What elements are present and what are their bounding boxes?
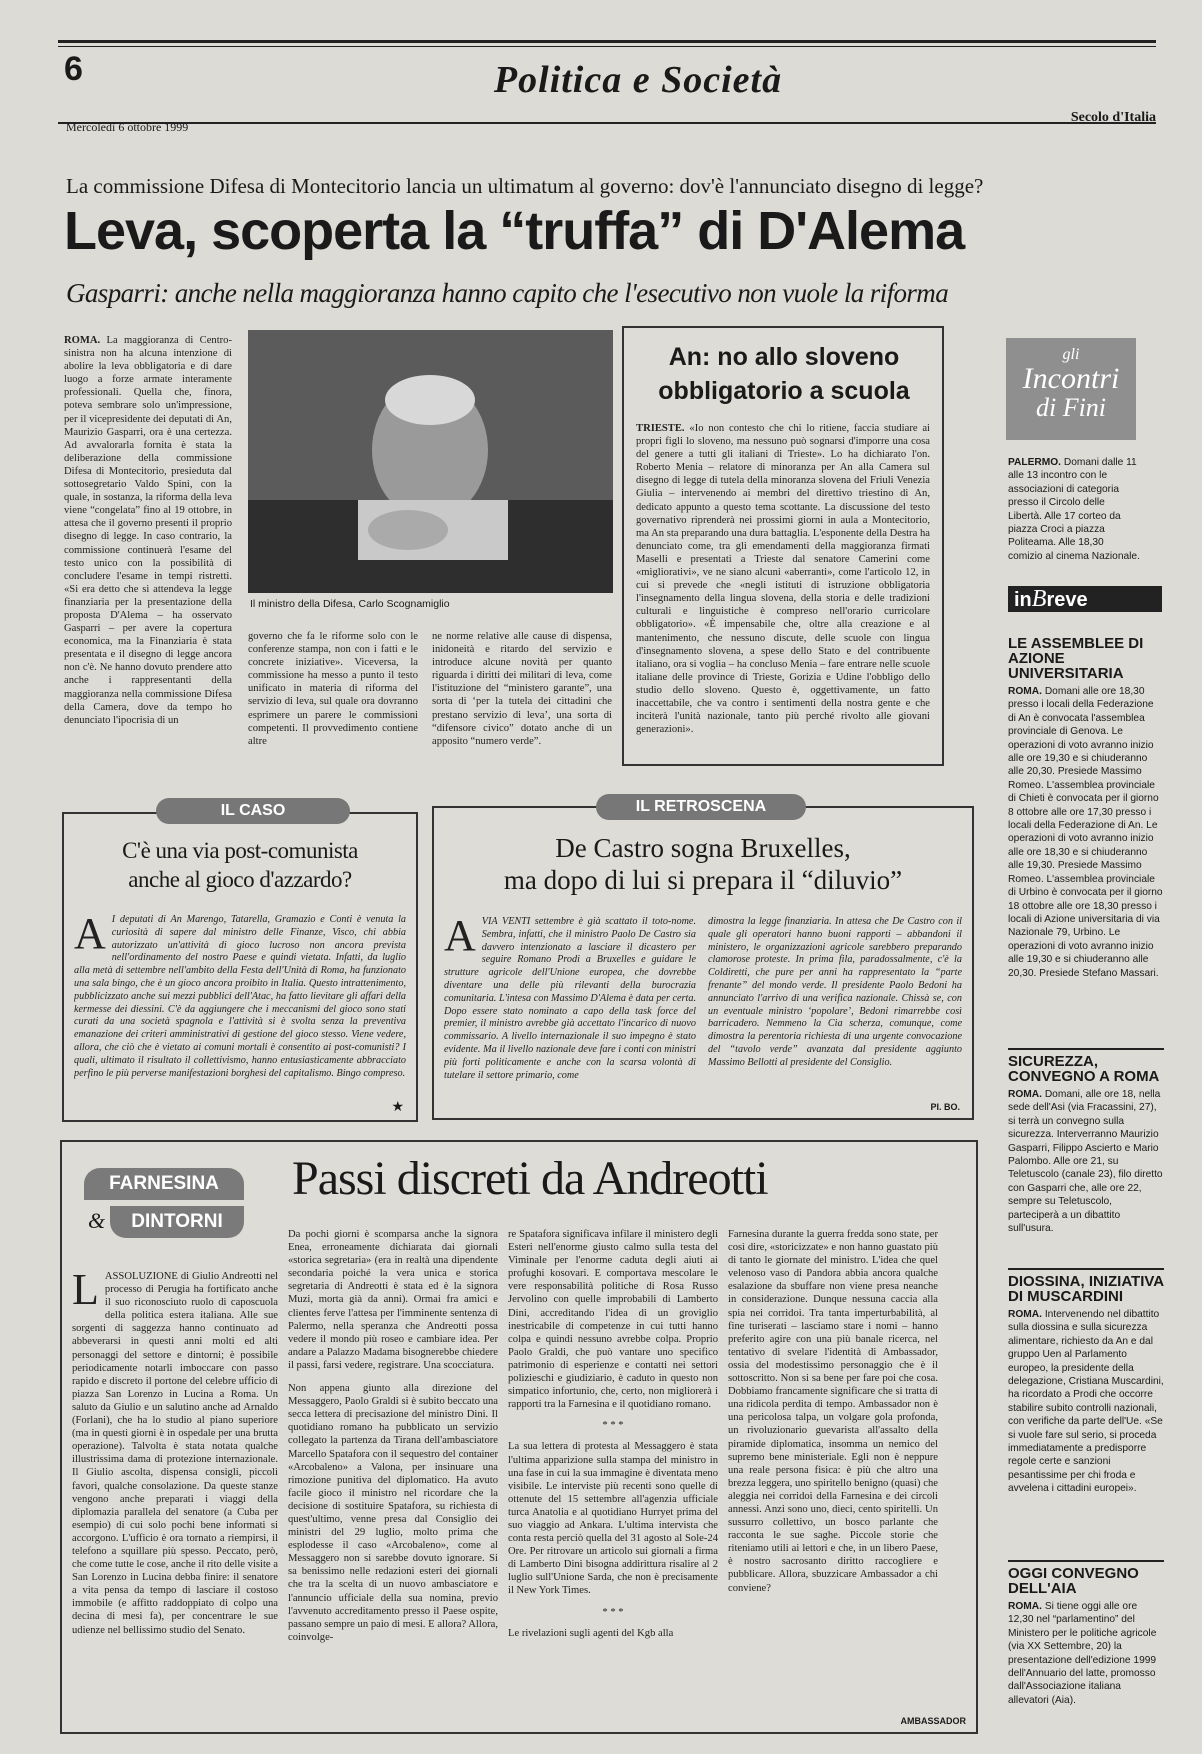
farnesina-logo-amp: &	[88, 1208, 106, 1233]
retroscena-label: IL RETROSCENA	[596, 794, 806, 820]
sloveno-box	[622, 326, 944, 766]
brief-item	[1008, 636, 1164, 1036]
inbreve-logo	[1008, 586, 1162, 612]
brief-title: LE ASSEMBLEE DI AZIONE UNIVERSITARIA	[1008, 636, 1144, 682]
retroscena-signature: PI. BO.	[930, 1102, 960, 1112]
brief-dateline: ROMA.	[1008, 1089, 1042, 1100]
brief-item	[1008, 1048, 1164, 1270]
brief-rule	[1008, 1560, 1164, 1562]
brief-title: OGGI CONVEGNO DELL'AIA	[1008, 1565, 1139, 1597]
retroscena-col-left	[444, 916, 696, 1112]
farnesina-dropcap: L	[72, 1270, 99, 1314]
lead-column-3: ne norme relative alle cause di dispensa, inidoneità e ritardo del servizio e introduce alcune novità per quanto riguarda i diritti dei militari di leva, come l'istituzione del “ministero garante”, una sorta di ‘per la tutela dei cittadini che prestano servizio di leva’, una sorta di “difensore civico” dotato anche di un apposito “numero verde”.	[432, 631, 612, 747]
lead-photo	[248, 330, 613, 593]
header-bottom-rule	[58, 122, 1156, 124]
brief-body: Domani, alle ore 18, nella sede dell'Asi (via Fracassini, 27), si terrà un convegno sulla sicurezza. Interverranno Maurizio Gasparri, Filippo Ascierto e Mario Palombo. Alle ore 21, su Teletuscolo (canale 23), filo diretto con Gasparri che, alle ore 22, sempre su Teletuscolo, parteciperà a un dibattito sull'usura.	[1008, 1089, 1163, 1235]
farnesina-col3b: La sua lettera di protesta al Messaggero è stata l'ultima apparizione sulla stampa del ministro in una fase in cui la sua immagine è diventata meno visibile. Le interviste più recenti sono quelle di ottenute del 15 settembre all'agenzia ufficiale turca Anatolia e al quotidiano Hurryet prima del suo viaggio ad Ankara. L'ultima intervista che conta resta perciò quella del 31 agosto al Sole-24 Ore. Per ritrovare un articolo sui giornali a firma di Lamberto Dini bisogna addirittura risalire al 2 luglio sull'Unione Sarda, che non è precisamente il New York Times.	[508, 1441, 718, 1597]
sloveno-dateline: TRIESTE.	[636, 423, 685, 434]
incontri-line2: Incontri	[1022, 362, 1120, 395]
header-top-rule	[58, 40, 1156, 43]
sloveno-text: «Io non contesto che chi lo ritiene, faccia studiare ai propri figli lo sloveno, ma nessuno può sognarsi d'imporre una cosa del genere a tutti gli italiani di Trieste». Lo ha dichiarato l'on. Roberto Menia – relatore di minoranza per An alla Camera sul disegno di legge di tutela della minoranza slovena del Friuli Venezia Giulia – intervenendo ai membri del direttivo triestino di An, dedicato appunto a questo tema scottante. La discussione del testo governativo riprenderà nei prossimi giorni in aula a Montecitorio, ma An sta preparando una dura battaglia. L'esponente della Destra ha denunciato come, tra gli emendamenti della maggioranza firmati Maselli e presentati a Trieste dal senatore Camerini come «migliorativi», ve ne siano alcuni «aberranti», come l'articolo 12, in cui si prevede che «negli istituti di istruzione obbligatoria l'insegnamento della lingua slovena, della storia e delle tradizioni culturali e linguistiche è compreso nell'orario curricolare obbligatorio». «È impensabile che, oltre alla creazione e al mantenimento, che nessuno discute, delle scuole con lingua d'insegnamento slovena, a spese dello Stato e del contribuente italiano, ora si voglia – ha concluso Menia – fare entrare nelle scuole italiane delle province di Trieste, Gorizia e Udine l'obbligo dello studio dello sloveno. Questo è, oggettivamente, un fatto inaccettabile, che va contro i sentimenti della nostra gente e che inciterà l'unità nazionale, tanto più perché rivolto alle giovani generazioni».	[636, 423, 930, 736]
farnesina-col4	[728, 1228, 938, 1708]
farnesina-sep: * * *	[602, 1420, 624, 1432]
farnesina-col3c: Le rivelazioni sugli agenti del Kgb alla	[508, 1627, 674, 1639]
caso-label: IL CASO	[156, 798, 350, 824]
brief-title: SICUREZZA, CONVEGNO A ROMA	[1008, 1053, 1160, 1085]
lead-column-1	[64, 334, 232, 764]
brief-body: Si tiene oggi alle ore 12,30 nel “parlamentino” del Ministero per le politiche agricole (via XX Settembre, 20) la presentazione dell'edizione 1999 dell'Annuario del latte, promosso dall'Associazione italiana allevatori (Aia).	[1008, 1601, 1157, 1706]
farnesina-sep: * * *	[602, 1606, 624, 1618]
retroscena-col-right: dimostra la legge finanziaria. In attesa che De Castro con il quale gli operatori hanno buoni rapporti – abbandoni il ministero, le organizzazioni agricole sarebbero preparando clamorose proteste. In prima fila, paradossalmente, c'è la Coldiretti, che pure per anni ha rappresentato la “parte frenante” del mondo verde. Il presidente Paolo Bedoni ha annunciato l'arrivo di una verifica nazionale. Chissà se, con un eventuale ministro ‘popolare’, Bedoni rimarrebbe così barricadero. Nemmeno la Cia scherza, comunque, come dimostra la perentoria richiesta di una urgente convocazione del “tavolo verde” avanzata dal presidente aggiunto Massimo Bellotti al presidente del Consiglio.	[708, 916, 962, 1068]
brief-body: Domani alle ore 18,30 presso i locali della Federazione di An è convocata l'assemblea provinciale di Genova. Le operazioni di voto avranno inizio alle ore 19,30 e si chiuderanno alle 20,30. Presiede Massimo Romeo. L'assemblea provinciale di Chieti è convocata per il giorno 8 ottobre alle ore 17,30 presso i locali della Federazione di An. Le operazioni di voto avranno inizio alle ore 18,30 e si chiuderanno alle 19,30. Presiede Massimo Romeo. L'assemblea provinciale di Urbino è convocata per il giorno 18 ottobre alle ore 18,30 presso i locali di Azione universitaria di via Nazionale 79, Urbino. Le operazioni di voto avranno inizio alle 19,30 e si chiuderanno alle 20,30. Presiede Stefano Massari.	[1008, 686, 1163, 979]
issue-date: Mercoledì 6 ottobre 1999	[66, 120, 189, 134]
newspaper-name: Secolo d'Italia	[1070, 110, 1156, 125]
caso-body	[74, 914, 406, 1094]
minister-portrait-image	[248, 330, 613, 593]
brief-dateline: ROMA.	[1008, 1309, 1042, 1320]
sloveno-body	[636, 422, 930, 758]
brief-item	[1008, 1560, 1164, 1740]
brief-rule	[1008, 1048, 1164, 1050]
farnesina-col1-text: ASSOLUZIONE di Giulio Andreotti nel processo di Perugia ha fortificato anche il suo riconosciuto ruolo di caposcuola della politica estera italiana. Alle sue sorgenti di saggezza hanno continuato ad abbeverarsi in questi anni molti ed alti personaggi del settore e dintorni; è possibile periodicamente notarli imboccare con passo rapido e discreto il portone del celebre ufficio di piazza San Lorenzo in Lucina a Roma. Un saluto da Giulio e un salutino anche ad Arnaldo (Forlani), che ha lo studio al piano superiore (ma in questi giorni è in ospedale per una brutta operazione). Talvolta è stata notata qualche illustrissima dama di protezione internazionale. Il Giulio ascolta, dispensa consigli, piccoli favori, qualche consolazione. Da queste stanze vengono anche preparati i viaggi della diplomazia parallela del senatore (a Cuba per esempio) di cui solo pochi bene informati si accorgono. L'ufficio è ora tornato a riempirsi, il telefono a squillare più spesso. Peccato, però, che come tutte le cose, anche il rito delle visite a San Lorenzo in Lucina debba finire: il senatore a vita pensa da tempo di lasciare il costoso immobile (e affitto raddoppiato di colpo una decina di mesi fa), per concentrare le sue udienze nel bellissimo studio del Senato.	[72, 1271, 278, 1636]
lead-column-2: governo che fa le riforme solo con le conferenze stampa, non con i fatti e le concrete iniziative». Viceversa, la commissione ha messo a punto il testo unificato in materia di riforma del servizio di leva, sul quale ora dovranno esprimere un parere le commissioni competenti. Il provvedimento contiene altre	[248, 631, 418, 747]
caso-dropcap: A	[74, 914, 106, 958]
farnesina-col4-text: Farnesina durante la guerra fredda sono state, per così dire, «storicizzate» e non hanno guastato più di tanto le giornate del ministro. L'idea che quel velenoso vaso di Pandora abbia ancora qualche esalazione da sbuffare non viene presa neanche in considerazione. Dunque nessuna caccia alla spia nei corridoi. Tra tanta imperturbabilità, al fine turiserati – lasciamo stare i nomi – hanno preferito agire con una più banale ricerca, nel tentativo di svelare l'identità di Ambassador, ossia del modestissimo personaggio che è il sottoscritto. Non si sa bene per fare poi che cosa. Dobbiamo francamente significare che si tratta di una ridicola perdita di tempo. Ambassador non è una pericolosa talpa, un volgare gola profonda, un rivoluzionario guevarista all'assalto della piramide diplomatica, insomma un nemico del supremo bene ministeriale. Egli non è neppure una reale persona fisica: è più che altro una brezza leggera, uno spiritello benigno (quasi) che aleggia nei corridoi della Farnesina e dei circoli annessi. Anzi sono uno, dieci, cento spiritelli. Un sussurro collettivo, un bosco parlante che racconta le sue saghe. Piccole storie che riteniamo utili ai lettori e che, in un libero Paese, è nostro sacrosanto diritto raccogliere e pubblicare. Allora, sbuzzicare Ambassador a chi conviene?	[728, 1229, 938, 1594]
farnesina-logo	[84, 1160, 244, 1256]
brief-item	[1008, 1268, 1164, 1558]
caso-box	[62, 812, 418, 1122]
lead-col1-text: La maggioranza di Centro-sinistra non ha alcuna intenzione di abolire la leva obbligatoria e di dare luogo a forze armate interamente professionali. Quella che, finora, poteva sembrare solo un'impressione, per il vicepresidente dei deputati di An, Maurizio Gasparri, ora è una certezza. Ad avvalorarla fornita è stata la deliberazione della commissione Difesa di Montecitorio, presieduta dal sottosegretario Valdo Spini, con la quale, in sostanza, la riforma della leva viene “congelata” fino al 19 ottobre, in attesa che il governo presenti il proprio disegno di legge. In caso contrario, la commissione continuerà l'esame del testo unico con la possibilità di concludere l'esame in tempi ristretti. «Si era detto che si attendeva la legge finanziaria per la presentazione della proposta D'Alema – ha osservato Gasparri – per avere la copertura economica, ma la Finanziaria è stata presentata e il disegno di legge ancora non c'è. Ne hanno dovuto prendere atto anche i rappresentanti della maggioranza nella commissione Difesa della Camera, dove da tempo ho denunciato l'ipocrisia di un	[64, 335, 232, 726]
incontri-line1: gli	[1062, 346, 1080, 363]
incontri-text	[1008, 456, 1140, 576]
page-header	[58, 34, 1156, 134]
inbreve-a: in	[1014, 589, 1032, 611]
caso-text: I deputati di An Marengo, Tatarella, Gramazio e Conti è venuta la curiosità di sapere dal ministro delle Finanze, Visco, chi abbia autorizzato un'attività di gioco lucroso non ancora prevista nell'ordinamento del nostro Paese e quindi vietata. Infatti, da luglio alla metà di settembre nell'ambito della Festa dell'Unità di Roma, ha funzionato una sala bingo, che è un gioco ancora proibito in Italia. Questo intrattenimento, pubblicizzato anche sui mezzi pubblici dell'Atac, ha fatto lievitare gli affari della kermesse dei diessini. C'è da aggiungere che i meccanismi del gioco sono stati curati da una società spagnola e l'attività si è svolta senza la preventiva emanazione dei criteri amministrativi di gestione del gioco stesso. Viene vedere, allora, che ciò che è vietato ai comuni mortali è consentito ai post-comunisti? I quali, ultimato il risultato il collettivismo, hanno entusiasticamente abbracciato perfino le più perverse manifestazioni borghesi del capitalismo. Bingo compreso.	[74, 914, 406, 1079]
photo-caption: Il ministro della Difesa, Carlo Scognamiglio	[250, 598, 450, 610]
incontri-body: Domani dalle 11 alle 13 incontro con le associazioni di categoria presso il Circolo delle Libertà. Alle 17 corteo da piazza Croci a piazza Politeama. Alle 18,30 comizio al cinema Nazionale.	[1008, 457, 1140, 562]
farnesina-col1	[72, 1270, 278, 1726]
brief-dateline: ROMA.	[1008, 1601, 1042, 1612]
farnesina-box	[60, 1140, 978, 1734]
lead-subhead: Gasparri: anche nella maggioranza hanno capito che l'esecutivo non vuole la riforma	[66, 278, 949, 308]
section-title: Politica e Società	[493, 59, 783, 101]
farnesina-title: Passi discreti da Andreotti	[292, 1152, 768, 1205]
brief-dateline: ROMA.	[1008, 686, 1042, 697]
retroscena-dropcap: A	[444, 916, 476, 960]
header-top-rule-thin	[58, 46, 1156, 47]
farnesina-logo-line1: FARNESINA	[84, 1168, 244, 1200]
farnesina-col2a: Da pochi giorni è scomparsa anche la signora Enea, erroneamente dichiarata dai giornali «storica segretaria» (era in realtà una dipendente secondaria poiché la vera unica e storica segretaria di Andreotti è stata ed è la signora Muzi, morta già da anni). Ormai fra amici e clientes ferve l'attesa per l'imminente sentenza di Palermo, nella speranza che Andreotti possa vedere il mondo più roseo e cambiare idea. Per andare a Palazzo Madama bisognerebbe chiedere il passi, farsi vedere, registrare. Una scocciatura.	[288, 1229, 498, 1371]
farnesina-signature: AMBASSADOR	[900, 1716, 966, 1726]
farnesina-col2b: Non appena giunto alla direzione del Messaggero, Paolo Graldi si è subito beccato una secca lettera di precisazione del ministro Dini. Il quotidiano romano ha pubblicato un servizio collegato la partenza da Tirana dell'ambasciatore Marcello Spatafora con il sequestro del container «Arcobaleno» a Valona, per insinuare una rimozione punitiva del diplomatico. Ha avuto facile gioco il ministro nel ricordare che la decisione di sostituire Spatafora, su richiesta di quest'ultimo, venne presa dal Consiglio dei ministri del 29 luglio, molto prima che esplodesse il caso «Arcobaleno», come al Messaggero non si sarebbe dovuto ignorare. Si sa benissimo nelle redazioni esteri dei giornali che tra la scelta di un nuovo ambasciatore e l'annuncio ufficiale della sua nomina, previo l'avvenuto accreditamento presso il Paese ospite, passano sempre un paio di mesi. E allora? Allora, coinvolge-	[288, 1383, 498, 1643]
farnesina-col2	[288, 1228, 498, 1726]
brief-body: Intervenendo nel dibattito sulla diossina e sulla sicurezza alimentare, richiesto da An e dal gruppo Uen al Parlamento europeo, la presidente della delegazione, Cristiana Muscardini, ha ricordato a Prodi che occorre stabilire subito controlli nazionali, con verifiche da parte dell'Ue. «Se si vuole fare sul serio, si proceda immediatamente a predisporre regole certe e sanzioni pesantissime per chi froda e avvelena i cittadini europei».	[1008, 1309, 1164, 1495]
sloveno-title: An: no allo sloveno obbligatorio a scuola	[658, 343, 910, 405]
incontri-line3: di Fini	[1035, 393, 1107, 422]
page-number: 6	[64, 50, 83, 88]
farnesina-col3	[508, 1228, 718, 1726]
brief-title: DIOSSINA, INIZIATIVA DI MUSCARDINI	[1008, 1273, 1164, 1305]
inbreve-b: B	[1031, 586, 1047, 612]
retroscena-box	[432, 806, 974, 1120]
lead-kicker: La commissione Difesa di Montecitorio lancia un ultimatum al governo: dov'è l'annunciato disegno di legge?	[66, 174, 984, 198]
retroscena-text-left: VIA VENTI settembre è già scattato il toto-nome. Sembra, infatti, che il ministro Paolo De Castro sia davvero intenzionato a lasciare il dicastero per seguire Romano Prodi a Bruxelles e guidare le strutture agricole dell'Unione europea, che dovrebbe diventare una delle più rilevanti della burocrazia comunitaria. L'intesa con Massimo D'Alema è data per certa. Dopo essere stato nominato a capo della task force del premier, il ministro avrebbe già accettato l'incarico di nuovo commissario. A livello internazionale il suo impegno è stato evidente. Ma il livello nazionale deve fare i conti con ministri più forti politicamente e anche con la scarsa volontà di tutelare il settore primario, come	[444, 916, 696, 1081]
caso-title: C'è una via post-comunista anche al gioco d'azzardo?	[122, 838, 358, 892]
lead-headline: Leva, scoperta la “truffa” di D'Alema	[64, 201, 965, 261]
farnesina-logo-line2: DINTORNI	[110, 1206, 244, 1238]
lead-dateline: ROMA.	[64, 335, 101, 346]
brief-rule	[1008, 1268, 1164, 1270]
farnesina-col3a: re Spatafora significava infilare il ministero degli Esteri nell'enorme giusto calmo sulla testa del Viminale per l'enorme caduta degli aiuti ai profughi kosovari. E comportava mescolare le vere responsabilità politiche di Rosa Russo Jervolino con quelle improbabili di Lamberto Dini, accreditando l'idea di un groviglio inestricabile di competenze in cui tutti hanno colpa e quindi nessuno avrebbe colpa. Proprio Paolo Graldi, che può vantare uno specifico patrimonio di esperienze e contatti nei settori polizieschi e giudiziario, è caduto in questo non simpatico infortunio, che, certo, non migliorerà i rapporti tra la Farnesina e il quotidiano romano.	[508, 1229, 718, 1411]
incontri-logo	[1006, 338, 1136, 440]
incontri-dateline: PALERMO.	[1008, 457, 1062, 468]
retroscena-title-1: De Castro sogna Bruxelles,	[555, 833, 851, 863]
retroscena-title-2: ma dopo di lui si prepara il “diluvio”	[503, 865, 903, 895]
star-icon: ★	[391, 1100, 404, 1115]
inbreve-c: reve	[1046, 589, 1088, 611]
